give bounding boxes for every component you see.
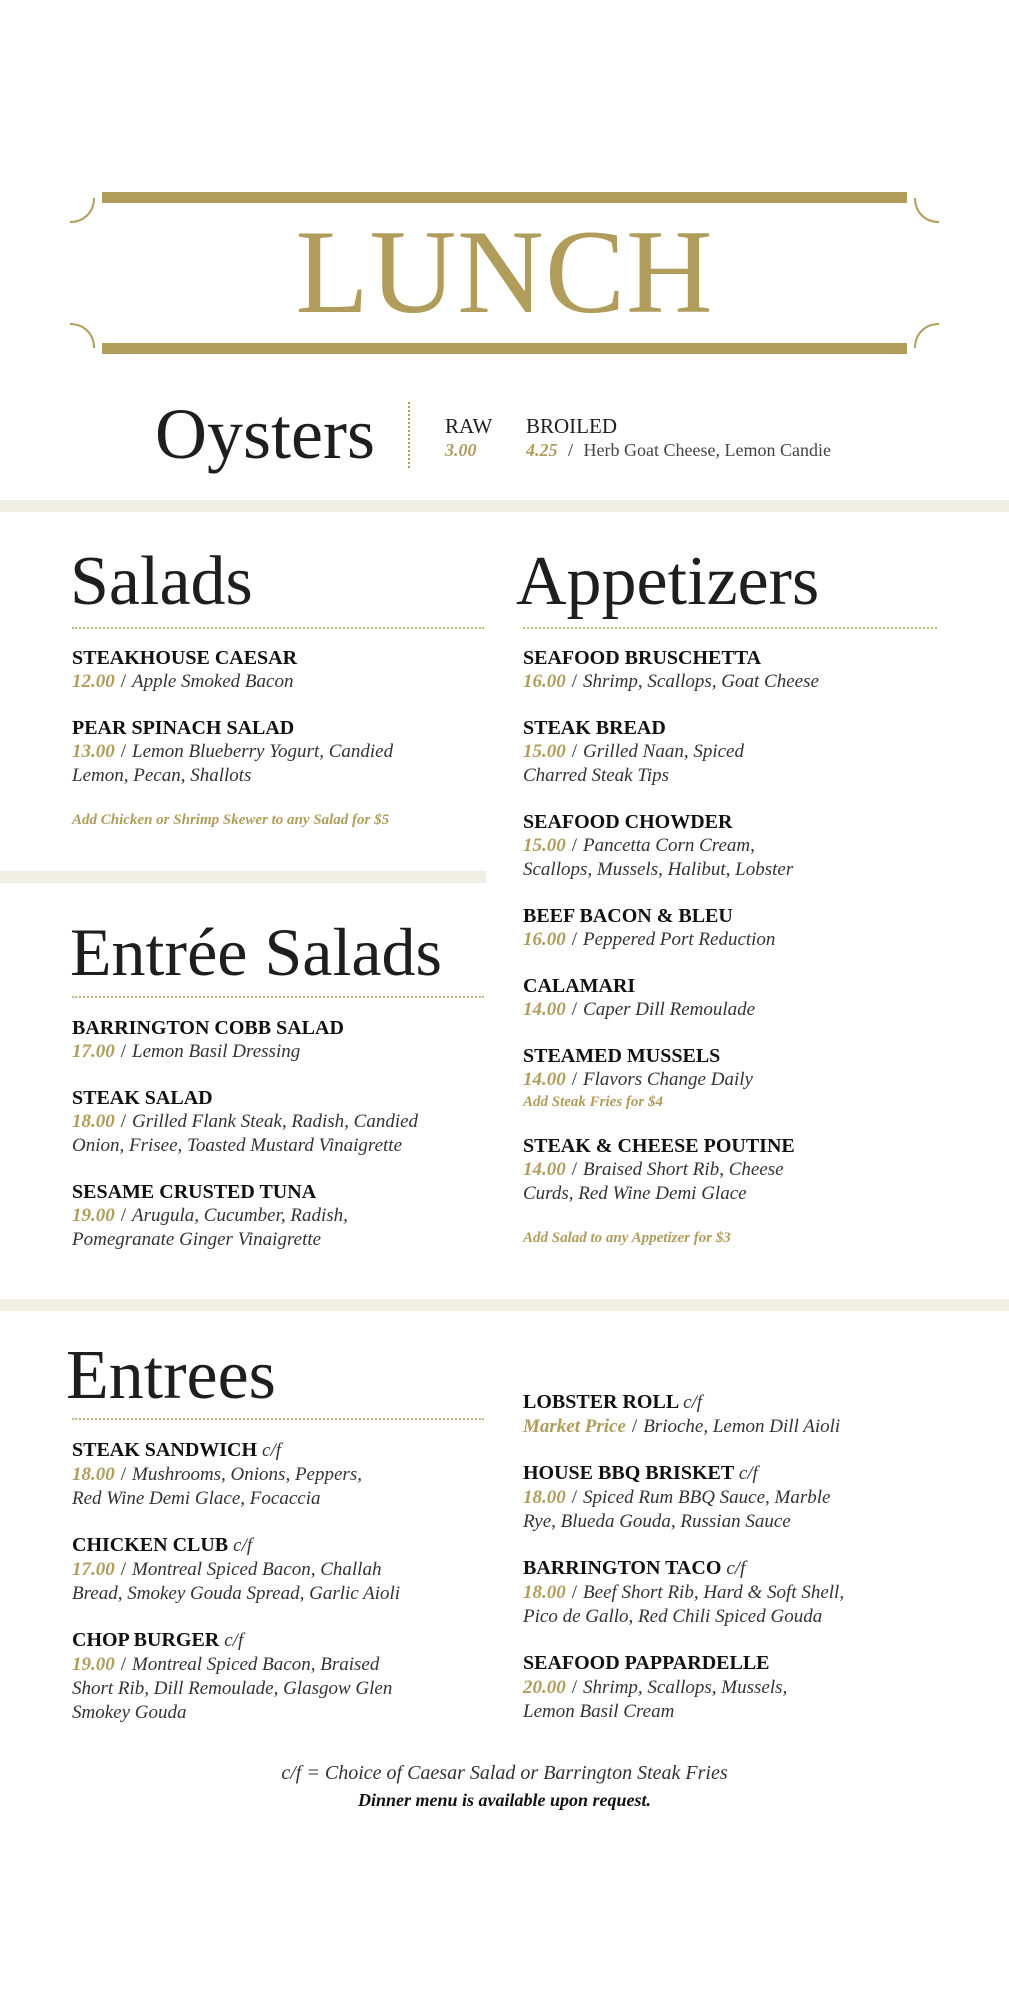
item-price: 18.00 (523, 1487, 566, 1508)
appetizers-list (523, 646, 963, 1248)
item-desc: Lemon Basil Dressing (132, 1041, 301, 1062)
item-price: 13.00 (72, 741, 115, 762)
item-price: 14.00 (523, 1069, 566, 1090)
salads-list (72, 646, 492, 830)
salads-note: Add Chicken or Shrimp Skewer to any Salad for $5 (72, 812, 390, 828)
appetizers-title: Appetizers (516, 543, 820, 620)
item-price: Market Price (523, 1416, 626, 1437)
appetizers-note: Add Salad to any Appetizer for $3 (523, 1230, 731, 1246)
item-name: BEEF BACON & BLEU (523, 905, 733, 927)
item-desc: Lemon Blueberry Yogurt, Candied (132, 741, 394, 762)
item-name: STEAMED MUSSELS (523, 1045, 721, 1067)
entrees-list-left (72, 1438, 502, 1747)
item-desc: Montreal Spiced Bacon, Challah (132, 1559, 382, 1580)
menu-item (523, 1390, 983, 1439)
separator: / (571, 1159, 578, 1180)
item-name: BARRINGTON COBB SALAD (72, 1017, 344, 1039)
item-price: 16.00 (523, 671, 566, 692)
item-desc: Caper Dill Remoulade (583, 999, 756, 1020)
menu-item (72, 1016, 492, 1064)
item-name: STEAK SANDWICH (72, 1439, 258, 1461)
separator: / (120, 1111, 127, 1132)
item-name: STEAK BREAD (523, 717, 666, 739)
item-desc: Peppered Port Reduction (583, 929, 776, 950)
separator: / (120, 741, 127, 762)
separator: / (120, 671, 127, 692)
item-desc-cont: Charred Steak Tips (523, 765, 670, 786)
item-price: 20.00 (523, 1677, 566, 1698)
menu-item (72, 646, 492, 694)
item-desc: Spiced Rum BBQ Sauce, Marble (583, 1487, 831, 1508)
section-band (0, 1299, 1009, 1311)
menu-item (72, 1438, 502, 1511)
item-desc: Apple Smoked Bacon (132, 671, 294, 692)
item-name: HOUSE BBQ BRISKET (523, 1462, 734, 1484)
menu-item (72, 1628, 502, 1725)
item-name: SEAFOOD PAPPARDELLE (523, 1652, 770, 1674)
item-name: LOBSTER ROLL (523, 1391, 679, 1413)
separator: / (120, 1205, 127, 1226)
item-desc: Mushrooms, Onions, Peppers, (132, 1464, 362, 1485)
item-desc: Montreal Spiced Bacon, Braised (132, 1654, 380, 1675)
item-price: 12.00 (72, 671, 115, 692)
menu-item (72, 716, 492, 788)
item-name: STEAK & CHEESE POUTINE (523, 1135, 795, 1157)
separator: / (571, 835, 578, 856)
item-desc-cont: Lemon, Pecan, Shallots (72, 765, 252, 786)
item-desc: Brioche, Lemon Dill Aioli (643, 1416, 841, 1437)
item-price: 19.00 (72, 1205, 115, 1226)
oyster-raw (445, 414, 492, 462)
item-name: STEAK SALAD (72, 1087, 213, 1109)
entrees-title: Entrees (66, 1337, 276, 1414)
item-price: 16.00 (523, 929, 566, 950)
separator: / (120, 1464, 127, 1485)
item-desc-cont: Rye, Blueda Gouda, Russian Sauce (523, 1511, 791, 1532)
cf-mark: c/f (683, 1392, 703, 1413)
item-name: CHOP BURGER (72, 1629, 220, 1651)
menu-item (72, 1086, 492, 1158)
menu-item (523, 1556, 983, 1629)
oyster-broiled-name: BROILED (526, 414, 617, 438)
item-price: 18.00 (523, 1582, 566, 1603)
item-price: 14.00 (523, 1159, 566, 1180)
cf-mark: c/f (738, 1463, 758, 1484)
item-price: 15.00 (523, 741, 566, 762)
salads-title: Salads (70, 543, 253, 620)
menu-item (523, 716, 963, 788)
item-desc: Beef Short Rib, Hard & Soft Shell, (583, 1582, 845, 1603)
oyster-broiled (526, 414, 831, 462)
item-desc: Shrimp, Scallops, Mussels, (583, 1677, 788, 1698)
item-price: 15.00 (523, 835, 566, 856)
menu-item (523, 646, 963, 694)
oyster-raw-name: RAW (445, 414, 493, 438)
cf-mark: c/f (224, 1630, 244, 1651)
oyster-broiled-price: 4.25 (526, 440, 558, 460)
item-name: STEAKHOUSE CAESAR (72, 647, 298, 669)
entrees-list-right (523, 1390, 983, 1746)
item-name: BARRINGTON TACO (523, 1557, 722, 1579)
menu-item (523, 1461, 983, 1534)
oyster-broiled-desc: Herb Goat Cheese, Lemon Candie (583, 440, 831, 460)
separator: / (571, 1677, 578, 1698)
dotted-rule (523, 627, 937, 629)
lunch-banner (70, 190, 939, 356)
entree-salads-list (72, 1016, 492, 1274)
dotted-rule (72, 627, 484, 629)
section-band (0, 871, 486, 883)
separator: / (631, 1416, 638, 1437)
item-price: 14.00 (523, 999, 566, 1020)
item-price: 17.00 (72, 1041, 115, 1062)
menu-item (523, 810, 963, 882)
item-desc: Flavors Change Daily (583, 1069, 753, 1090)
item-desc-cont: Lemon Basil Cream (523, 1701, 675, 1722)
separator: / (120, 1559, 127, 1580)
item-desc-cont: Pico de Gallo, Red Chili Spiced Gouda (523, 1606, 823, 1627)
oyster-raw-price: 3.00 (445, 440, 477, 460)
item-price: 17.00 (72, 1559, 115, 1580)
item-desc-cont: Smokey Gouda (72, 1702, 187, 1723)
oysters-divider (408, 402, 410, 468)
cf-mark: c/f (726, 1558, 746, 1579)
separator: / (571, 999, 578, 1020)
oysters-title: Oysters (155, 394, 375, 474)
separator: / (571, 741, 578, 762)
cf-footnote: c/f = Choice of Caesar Salad or Barrington Steak Fries (281, 1762, 728, 1784)
item-desc: Grilled Naan, Spiced (583, 741, 744, 762)
item-price: 18.00 (72, 1464, 115, 1485)
item-desc-cont: Red Wine Demi Glace, Focaccia (72, 1488, 321, 1509)
separator: / (571, 1582, 578, 1603)
menu-item (523, 1134, 963, 1206)
menu-item (523, 1044, 963, 1112)
separator: / (120, 1654, 127, 1675)
item-name: SEAFOOD BRUSCHETTA (523, 647, 762, 669)
item-desc-cont: Scallops, Mussels, Halibut, Lobster (523, 859, 794, 880)
dotted-rule (72, 996, 484, 998)
item-desc-cont: Pomegranate Ginger Vinaigrette (72, 1229, 322, 1250)
item-name: PEAR SPINACH SALAD (72, 717, 295, 739)
dotted-rule (72, 1418, 484, 1420)
dinner-note: Dinner menu is available upon request. (357, 1790, 652, 1810)
item-note: Add Steak Fries for $4 (523, 1094, 664, 1110)
separator: / (571, 1069, 578, 1090)
entree-salads-title: Entrée Salads (70, 914, 442, 990)
item-desc-cont: Bread, Smokey Gouda Spread, Garlic Aioli (72, 1583, 401, 1604)
menu-item (72, 1180, 492, 1252)
separator: / (120, 1041, 127, 1062)
section-band (0, 500, 1009, 512)
item-price: 18.00 (72, 1111, 115, 1132)
menu-item (523, 974, 963, 1022)
cf-mark: c/f (233, 1535, 253, 1556)
separator: / (571, 1487, 578, 1508)
item-name: SEAFOOD CHOWDER (523, 811, 733, 833)
item-desc: Arugula, Cucumber, Radish, (132, 1205, 348, 1226)
page-title: LUNCH (295, 205, 714, 338)
menu-item (523, 904, 963, 952)
separator: / (568, 440, 574, 460)
item-desc-cont: Curds, Red Wine Demi Glace (523, 1183, 747, 1204)
menu-item (523, 1651, 983, 1724)
separator: / (571, 671, 578, 692)
separator: / (571, 929, 578, 950)
item-desc-cont: Onion, Frisee, Toasted Mustard Vinaigrette (72, 1135, 403, 1156)
menu-item (72, 1533, 502, 1606)
item-desc: Grilled Flank Steak, Radish, Candied (132, 1111, 419, 1132)
item-name: CHICKEN CLUB (72, 1534, 229, 1556)
item-desc: Shrimp, Scallops, Goat Cheese (583, 671, 819, 692)
item-desc: Pancetta Corn Cream, (583, 835, 755, 856)
cf-mark: c/f (262, 1440, 282, 1461)
item-name: SESAME CRUSTED TUNA (72, 1181, 317, 1203)
item-name: CALAMARI (523, 975, 636, 997)
item-desc: Braised Short Rib, Cheese (583, 1159, 784, 1180)
item-price: 19.00 (72, 1654, 115, 1675)
item-desc-cont: Short Rib, Dill Remoulade, Glasgow Glen (72, 1678, 393, 1699)
